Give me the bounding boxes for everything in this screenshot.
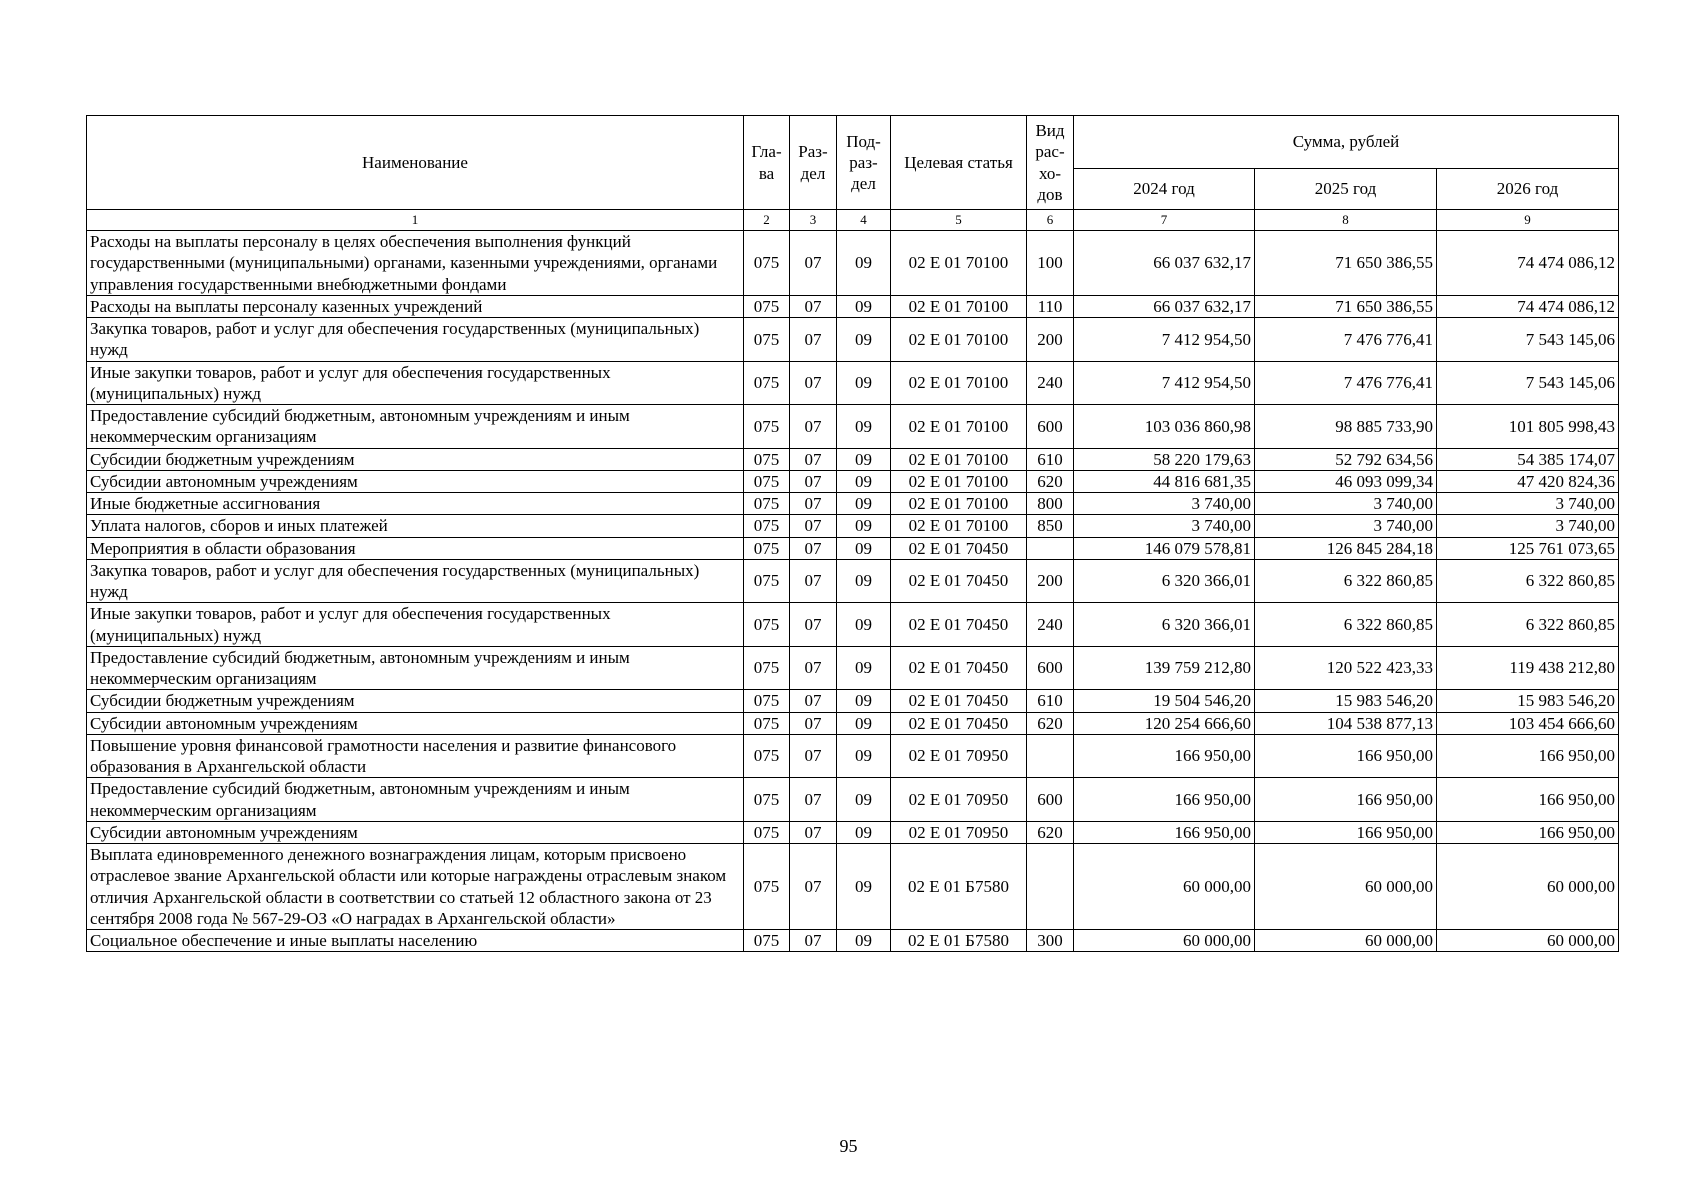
cell-vid: 100 bbox=[1027, 231, 1074, 296]
cell-vid: 850 bbox=[1027, 515, 1074, 537]
cell-podrazdel: 09 bbox=[837, 734, 891, 778]
table-row bbox=[87, 537, 1619, 559]
table-row bbox=[87, 844, 1619, 930]
cell-amount-2025: 120 522 423,33 bbox=[1255, 646, 1437, 690]
cell-name: Иные бюджетные ассигнования bbox=[87, 493, 744, 515]
cell-amount-2026: 74 474 086,12 bbox=[1437, 295, 1619, 317]
cell-razdel: 07 bbox=[790, 295, 837, 317]
header-name: Наименование bbox=[87, 116, 744, 210]
cell-vid: 600 bbox=[1027, 646, 1074, 690]
cell-podrazdel: 09 bbox=[837, 361, 891, 405]
cell-name: Субсидии автономным учреждениям bbox=[87, 821, 744, 843]
cell-name: Расходы на выплаты персоналу казенных учреждений bbox=[87, 295, 744, 317]
cell-glava: 075 bbox=[744, 361, 790, 405]
table-row bbox=[87, 515, 1619, 537]
cell-podrazdel: 09 bbox=[837, 603, 891, 647]
cell-amount-2024: 66 037 632,17 bbox=[1074, 231, 1255, 296]
cell-vid: 600 bbox=[1027, 405, 1074, 449]
cell-amount-2026: 7 543 145,06 bbox=[1437, 318, 1619, 362]
column-number: 2 bbox=[744, 210, 790, 231]
cell-target: 02 Е 01 70450 bbox=[891, 646, 1027, 690]
cell-razdel: 07 bbox=[790, 537, 837, 559]
cell-glava: 075 bbox=[744, 778, 790, 822]
cell-vid: 610 bbox=[1027, 690, 1074, 712]
cell-name: Субсидии бюджетным учреждениям bbox=[87, 448, 744, 470]
cell-amount-2026: 3 740,00 bbox=[1437, 493, 1619, 515]
cell-podrazdel: 09 bbox=[837, 690, 891, 712]
cell-amount-2024: 7 412 954,50 bbox=[1074, 318, 1255, 362]
table-row bbox=[87, 712, 1619, 734]
cell-amount-2025: 166 950,00 bbox=[1255, 821, 1437, 843]
cell-razdel: 07 bbox=[790, 318, 837, 362]
cell-name: Субсидии автономным учреждениям bbox=[87, 712, 744, 734]
column-number: 4 bbox=[837, 210, 891, 231]
cell-glava: 075 bbox=[744, 448, 790, 470]
cell-podrazdel: 09 bbox=[837, 515, 891, 537]
cell-vid: 800 bbox=[1027, 493, 1074, 515]
cell-amount-2025: 46 093 099,34 bbox=[1255, 470, 1437, 492]
cell-vid: 240 bbox=[1027, 361, 1074, 405]
cell-amount-2025: 71 650 386,55 bbox=[1255, 295, 1437, 317]
cell-glava: 075 bbox=[744, 295, 790, 317]
cell-vid bbox=[1027, 844, 1074, 930]
cell-target: 02 Е 01 70100 bbox=[891, 470, 1027, 492]
cell-podrazdel: 09 bbox=[837, 231, 891, 296]
cell-amount-2026: 166 950,00 bbox=[1437, 821, 1619, 843]
cell-glava: 075 bbox=[744, 844, 790, 930]
cell-razdel: 07 bbox=[790, 559, 837, 603]
header-year-2026: 2026 год bbox=[1437, 169, 1619, 210]
cell-amount-2025: 104 538 877,13 bbox=[1255, 712, 1437, 734]
cell-amount-2024: 166 950,00 bbox=[1074, 821, 1255, 843]
column-number: 9 bbox=[1437, 210, 1619, 231]
cell-amount-2024: 58 220 179,63 bbox=[1074, 448, 1255, 470]
column-number: 7 bbox=[1074, 210, 1255, 231]
cell-amount-2024: 3 740,00 bbox=[1074, 493, 1255, 515]
header-year-2025: 2025 год bbox=[1255, 169, 1437, 210]
cell-target: 02 Е 01 70100 bbox=[891, 295, 1027, 317]
cell-target: 02 Е 01 70450 bbox=[891, 603, 1027, 647]
cell-amount-2024: 3 740,00 bbox=[1074, 515, 1255, 537]
cell-amount-2026: 15 983 546,20 bbox=[1437, 690, 1619, 712]
cell-amount-2024: 7 412 954,50 bbox=[1074, 361, 1255, 405]
column-number: 6 bbox=[1027, 210, 1074, 231]
cell-name: Субсидии бюджетным учреждениям bbox=[87, 690, 744, 712]
cell-amount-2025: 166 950,00 bbox=[1255, 778, 1437, 822]
cell-amount-2026: 60 000,00 bbox=[1437, 930, 1619, 952]
cell-amount-2024: 146 079 578,81 bbox=[1074, 537, 1255, 559]
cell-razdel: 07 bbox=[790, 734, 837, 778]
cell-target: 02 Е 01 70950 bbox=[891, 778, 1027, 822]
cell-target: 02 Е 01 70100 bbox=[891, 318, 1027, 362]
cell-vid: 200 bbox=[1027, 318, 1074, 362]
cell-vid: 110 bbox=[1027, 295, 1074, 317]
table-body bbox=[87, 231, 1619, 952]
cell-amount-2026: 119 438 212,80 bbox=[1437, 646, 1619, 690]
cell-name: Закупка товаров, работ и услуг для обеспечения государственных (муниципальных) нужд bbox=[87, 559, 744, 603]
cell-name: Повышение уровня финансовой грамотности населения и развитие финансового образования в Архангельской области bbox=[87, 734, 744, 778]
cell-amount-2025: 60 000,00 bbox=[1255, 930, 1437, 952]
table-row bbox=[87, 448, 1619, 470]
cell-amount-2024: 66 037 632,17 bbox=[1074, 295, 1255, 317]
cell-glava: 075 bbox=[744, 493, 790, 515]
cell-razdel: 07 bbox=[790, 231, 837, 296]
cell-amount-2026: 3 740,00 bbox=[1437, 515, 1619, 537]
cell-podrazdel: 09 bbox=[837, 318, 891, 362]
cell-target: 02 Е 01 70100 bbox=[891, 405, 1027, 449]
cell-razdel: 07 bbox=[790, 361, 837, 405]
cell-target: 02 Е 01 70950 bbox=[891, 821, 1027, 843]
cell-name: Мероприятия в области образования bbox=[87, 537, 744, 559]
cell-amount-2024: 103 036 860,98 bbox=[1074, 405, 1255, 449]
cell-razdel: 07 bbox=[790, 712, 837, 734]
cell-amount-2024: 60 000,00 bbox=[1074, 930, 1255, 952]
cell-vid bbox=[1027, 537, 1074, 559]
cell-vid: 620 bbox=[1027, 470, 1074, 492]
table-row bbox=[87, 778, 1619, 822]
table-row bbox=[87, 930, 1619, 952]
cell-name: Иные закупки товаров, работ и услуг для обеспечения государственных (муниципальных) нужд bbox=[87, 361, 744, 405]
cell-vid: 300 bbox=[1027, 930, 1074, 952]
cell-target: 02 Е 01 Б7580 bbox=[891, 930, 1027, 952]
cell-amount-2025: 126 845 284,18 bbox=[1255, 537, 1437, 559]
cell-glava: 075 bbox=[744, 821, 790, 843]
cell-name: Выплата единовременного денежного вознаграждения лицам, которым присвоено отраслевое звание Архангельской области или которые награждены отраслевым знаком отличия Архангельской области в соответствии со статьей 12 областного закона от 23 сентября 2008 года № 567-29-ОЗ «О наградах в Архангельской области» bbox=[87, 844, 744, 930]
cell-amount-2026: 74 474 086,12 bbox=[1437, 231, 1619, 296]
cell-vid: 600 bbox=[1027, 778, 1074, 822]
cell-vid: 200 bbox=[1027, 559, 1074, 603]
cell-glava: 075 bbox=[744, 537, 790, 559]
cell-vid: 240 bbox=[1027, 603, 1074, 647]
cell-target: 02 Е 01 70100 bbox=[891, 493, 1027, 515]
cell-target: 02 Е 01 70950 bbox=[891, 734, 1027, 778]
table-row bbox=[87, 734, 1619, 778]
cell-name: Закупка товаров, работ и услуг для обеспечения государственных (муниципальных) нужд bbox=[87, 318, 744, 362]
cell-name: Субсидии автономным учреждениям bbox=[87, 470, 744, 492]
cell-podrazdel: 09 bbox=[837, 448, 891, 470]
cell-target: 02 Е 01 70100 bbox=[891, 448, 1027, 470]
cell-amount-2024: 60 000,00 bbox=[1074, 844, 1255, 930]
header-razdel: Раз-дел bbox=[790, 116, 837, 210]
cell-name: Иные закупки товаров, работ и услуг для обеспечения государственных (муниципальных) нужд bbox=[87, 603, 744, 647]
cell-podrazdel: 09 bbox=[837, 844, 891, 930]
cell-amount-2026: 60 000,00 bbox=[1437, 844, 1619, 930]
column-number: 1 bbox=[87, 210, 744, 231]
cell-amount-2025: 3 740,00 bbox=[1255, 515, 1437, 537]
cell-podrazdel: 09 bbox=[837, 821, 891, 843]
column-number: 8 bbox=[1255, 210, 1437, 231]
cell-vid: 620 bbox=[1027, 712, 1074, 734]
cell-razdel: 07 bbox=[790, 778, 837, 822]
cell-glava: 075 bbox=[744, 603, 790, 647]
cell-amount-2025: 6 322 860,85 bbox=[1255, 603, 1437, 647]
cell-glava: 075 bbox=[744, 559, 790, 603]
cell-vid: 610 bbox=[1027, 448, 1074, 470]
cell-razdel: 07 bbox=[790, 930, 837, 952]
cell-amount-2026: 125 761 073,65 bbox=[1437, 537, 1619, 559]
table-row bbox=[87, 821, 1619, 843]
page-number: 95 bbox=[839, 1136, 858, 1156]
cell-podrazdel: 09 bbox=[837, 778, 891, 822]
cell-amount-2026: 166 950,00 bbox=[1437, 778, 1619, 822]
header-year-2024: 2024 год bbox=[1074, 169, 1255, 210]
cell-vid bbox=[1027, 734, 1074, 778]
cell-target: 02 Е 01 70450 bbox=[891, 559, 1027, 603]
cell-target: 02 Е 01 Б7580 bbox=[891, 844, 1027, 930]
cell-amount-2024: 120 254 666,60 bbox=[1074, 712, 1255, 734]
table-row bbox=[87, 493, 1619, 515]
cell-glava: 075 bbox=[744, 405, 790, 449]
cell-target: 02 Е 01 70100 bbox=[891, 231, 1027, 296]
column-number: 5 bbox=[891, 210, 1027, 231]
cell-amount-2025: 71 650 386,55 bbox=[1255, 231, 1437, 296]
header-vid: Вид рас-хо-дов bbox=[1027, 116, 1074, 210]
cell-amount-2025: 60 000,00 bbox=[1255, 844, 1437, 930]
column-number-row bbox=[87, 210, 1619, 231]
cell-amount-2026: 103 454 666,60 bbox=[1437, 712, 1619, 734]
cell-glava: 075 bbox=[744, 646, 790, 690]
cell-amount-2024: 166 950,00 bbox=[1074, 734, 1255, 778]
cell-razdel: 07 bbox=[790, 821, 837, 843]
header-glava: Гла-ва bbox=[744, 116, 790, 210]
table-row bbox=[87, 559, 1619, 603]
cell-amount-2024: 19 504 546,20 bbox=[1074, 690, 1255, 712]
cell-amount-2026: 101 805 998,43 bbox=[1437, 405, 1619, 449]
cell-podrazdel: 09 bbox=[837, 559, 891, 603]
cell-amount-2026: 6 322 860,85 bbox=[1437, 559, 1619, 603]
cell-razdel: 07 bbox=[790, 470, 837, 492]
cell-name: Предоставление субсидий бюджетным, автономным учреждениям и иным некоммерческим организациям bbox=[87, 405, 744, 449]
cell-amount-2026: 54 385 174,07 bbox=[1437, 448, 1619, 470]
cell-podrazdel: 09 bbox=[837, 537, 891, 559]
cell-glava: 075 bbox=[744, 231, 790, 296]
cell-glava: 075 bbox=[744, 734, 790, 778]
cell-glava: 075 bbox=[744, 690, 790, 712]
cell-amount-2024: 139 759 212,80 bbox=[1074, 646, 1255, 690]
cell-glava: 075 bbox=[744, 318, 790, 362]
cell-podrazdel: 09 bbox=[837, 930, 891, 952]
table-row bbox=[87, 361, 1619, 405]
table-row bbox=[87, 318, 1619, 362]
cell-amount-2024: 44 816 681,35 bbox=[1074, 470, 1255, 492]
cell-podrazdel: 09 bbox=[837, 712, 891, 734]
table-row bbox=[87, 603, 1619, 647]
cell-razdel: 07 bbox=[790, 690, 837, 712]
cell-glava: 075 bbox=[744, 930, 790, 952]
cell-name: Социальное обеспечение и иные выплаты населению bbox=[87, 930, 744, 952]
cell-podrazdel: 09 bbox=[837, 646, 891, 690]
cell-amount-2024: 166 950,00 bbox=[1074, 778, 1255, 822]
cell-name: Предоставление субсидий бюджетным, автономным учреждениям и иным некоммерческим организациям bbox=[87, 778, 744, 822]
cell-amount-2025: 15 983 546,20 bbox=[1255, 690, 1437, 712]
cell-razdel: 07 bbox=[790, 646, 837, 690]
cell-amount-2024: 6 320 366,01 bbox=[1074, 559, 1255, 603]
cell-glava: 075 bbox=[744, 470, 790, 492]
cell-podrazdel: 09 bbox=[837, 405, 891, 449]
cell-razdel: 07 bbox=[790, 603, 837, 647]
cell-amount-2026: 47 420 824,36 bbox=[1437, 470, 1619, 492]
table-row bbox=[87, 470, 1619, 492]
cell-target: 02 Е 01 70450 bbox=[891, 712, 1027, 734]
cell-target: 02 Е 01 70100 bbox=[891, 361, 1027, 405]
budget-table bbox=[86, 115, 1619, 952]
cell-name: Уплата налогов, сборов и иных платежей bbox=[87, 515, 744, 537]
header-podrazdel: Под-раз-дел bbox=[837, 116, 891, 210]
table-row bbox=[87, 405, 1619, 449]
cell-amount-2025: 52 792 634,56 bbox=[1255, 448, 1437, 470]
cell-glava: 075 bbox=[744, 515, 790, 537]
cell-target: 02 Е 01 70450 bbox=[891, 690, 1027, 712]
table-row bbox=[87, 690, 1619, 712]
cell-amount-2025: 3 740,00 bbox=[1255, 493, 1437, 515]
cell-target: 02 Е 01 70450 bbox=[891, 537, 1027, 559]
cell-amount-2026: 166 950,00 bbox=[1437, 734, 1619, 778]
cell-amount-2025: 98 885 733,90 bbox=[1255, 405, 1437, 449]
cell-name: Предоставление субсидий бюджетным, автономным учреждениям и иным некоммерческим организациям bbox=[87, 646, 744, 690]
cell-vid: 620 bbox=[1027, 821, 1074, 843]
header-target: Целевая статья bbox=[891, 116, 1027, 210]
cell-razdel: 07 bbox=[790, 448, 837, 470]
cell-amount-2026: 7 543 145,06 bbox=[1437, 361, 1619, 405]
table-row bbox=[87, 646, 1619, 690]
cell-name: Расходы на выплаты персоналу в целях обеспечения выполнения функций государственными (муниципальными) органами, казенными учреждениями, органами управления государственными внебюджетными фондами bbox=[87, 231, 744, 296]
cell-amount-2026: 6 322 860,85 bbox=[1437, 603, 1619, 647]
cell-amount-2025: 7 476 776,41 bbox=[1255, 361, 1437, 405]
header-sum: Сумма, рублей bbox=[1074, 116, 1619, 169]
table-header bbox=[87, 116, 1619, 231]
table-row bbox=[87, 231, 1619, 296]
cell-razdel: 07 bbox=[790, 493, 837, 515]
cell-amount-2025: 6 322 860,85 bbox=[1255, 559, 1437, 603]
cell-razdel: 07 bbox=[790, 515, 837, 537]
cell-podrazdel: 09 bbox=[837, 470, 891, 492]
cell-podrazdel: 09 bbox=[837, 493, 891, 515]
cell-amount-2025: 166 950,00 bbox=[1255, 734, 1437, 778]
cell-amount-2024: 6 320 366,01 bbox=[1074, 603, 1255, 647]
cell-glava: 075 bbox=[744, 712, 790, 734]
cell-amount-2025: 7 476 776,41 bbox=[1255, 318, 1437, 362]
cell-razdel: 07 bbox=[790, 405, 837, 449]
cell-target: 02 Е 01 70100 bbox=[891, 515, 1027, 537]
column-number: 3 bbox=[790, 210, 837, 231]
cell-podrazdel: 09 bbox=[837, 295, 891, 317]
cell-razdel: 07 bbox=[790, 844, 837, 930]
table-row bbox=[87, 295, 1619, 317]
